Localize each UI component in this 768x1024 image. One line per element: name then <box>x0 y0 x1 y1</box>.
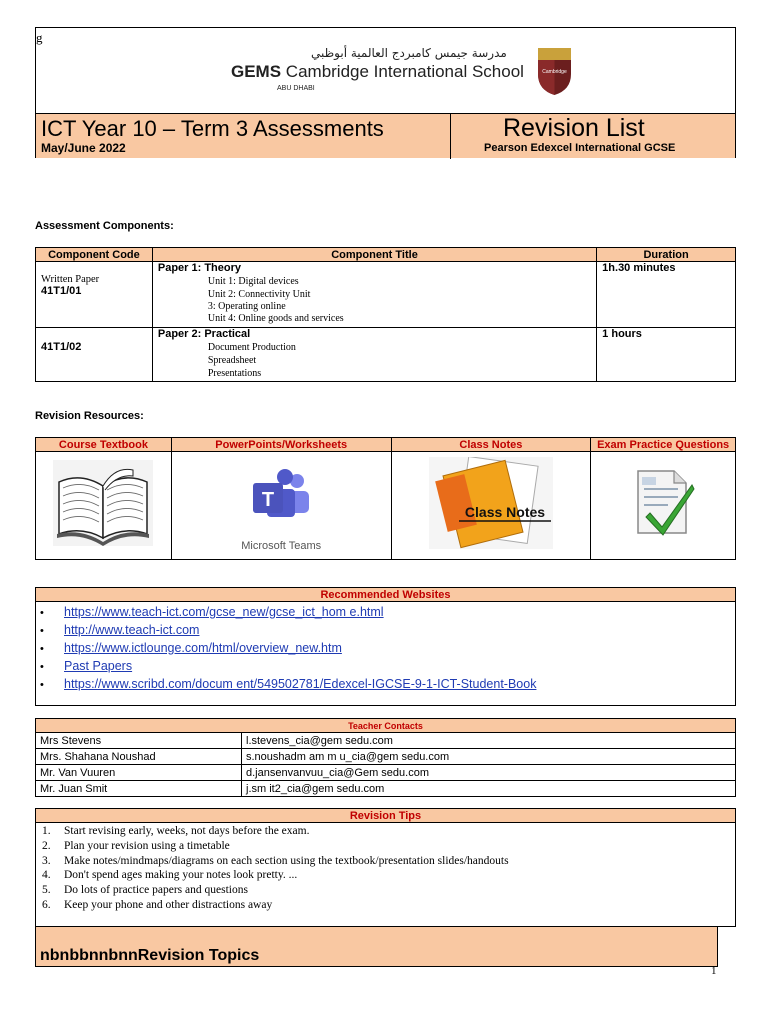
document-check-icon <box>628 467 698 539</box>
header <box>35 27 736 158</box>
resources-heading: Revision Resources: <box>35 410 144 422</box>
teacher-name: Mr. Van Vuuren <box>36 765 242 781</box>
contacts-heading: Teacher Contacts <box>36 719 736 733</box>
websites-panel <box>35 587 736 706</box>
component-title: Paper 1: Theory <box>157 262 242 274</box>
column-header: Exam Practice Questions <box>591 438 736 452</box>
class-notes-cell <box>391 452 591 560</box>
unit-line: 3: Operating online <box>207 301 286 312</box>
school-shield-icon <box>536 46 573 96</box>
title-band <box>36 113 735 158</box>
teacher-email[interactable]: d.jansenvanvuu_cia@Gem sedu.com <box>242 765 736 781</box>
component-duration: 1h.30 minutes <box>597 262 736 328</box>
component-code: 41T1/02 <box>36 328 153 382</box>
list-item: 4. Don't spend ages making your notes look pretty. ... <box>42 869 298 882</box>
microsoft-teams-icon <box>231 459 331 545</box>
column-header: PowerPoints/Worksheets <box>171 438 391 452</box>
websites-list <box>36 602 735 694</box>
unit-line: Spreadsheet <box>207 355 257 366</box>
table-row <box>36 749 736 765</box>
column-header: Course Textbook <box>36 438 172 452</box>
revision-topics-heading: nbnbbnnbnnRevision Topics <box>40 947 260 964</box>
open-book-icon <box>53 460 153 546</box>
list-item: • https://www.scribd.com/docum ent/549502781/Edexcel-IGCSE-9-1-ICT-Student-Book <box>40 677 537 691</box>
list-item: 3. Make notes/mindmaps/diagrams on each section using the textbook/presentation slides/handouts <box>42 854 509 867</box>
page-number: 1 <box>711 965 717 977</box>
exam-practice-cell <box>591 452 736 560</box>
list-item: 2. Plan your revision using a timetable <box>42 839 230 852</box>
powerpoints-cell <box>171 452 391 560</box>
teacher-name: Mrs. Shahana Noushad <box>36 749 242 765</box>
list-item: • http://www.teach-ict.com <box>40 623 200 637</box>
school-name: GEMS Cambridge International School <box>231 62 524 81</box>
component-code-label: Written Paper <box>41 274 100 285</box>
list-item: • https://www.ictlounge.com/html/overview_new.htm <box>40 641 342 655</box>
revision-tips-list <box>36 823 735 913</box>
component-duration: 1 hours <box>597 328 736 382</box>
table-row <box>36 262 736 328</box>
teacher-email[interactable]: j.sm it2_cia@gem sedu.com <box>242 781 736 797</box>
title-divider <box>450 114 451 159</box>
textbook-cell <box>36 452 172 560</box>
svg-text:Class Notes: Class Notes <box>464 504 545 520</box>
svg-text:Cambridge: Cambridge <box>542 69 567 75</box>
past-papers-link[interactable]: Past Papers <box>64 659 133 673</box>
column-header: Class Notes <box>391 438 591 452</box>
table-row <box>36 781 736 797</box>
table-row <box>36 733 736 749</box>
website-link[interactable]: http://www.teach-ict.com <box>64 623 200 637</box>
column-header: Duration <box>597 248 736 262</box>
teacher-name: Mrs Stevens <box>36 733 242 749</box>
websites-heading: Recommended Websites <box>36 588 735 602</box>
exam-date: May/June 2022 <box>41 141 126 155</box>
revision-list-title: Revision List <box>503 114 645 142</box>
list-item: • Past Papers <box>40 659 133 673</box>
revision-tips-heading: Revision Tips <box>36 809 735 823</box>
school-logo <box>231 44 581 114</box>
list-item: 1. Start revising early, weeks, not days before the exam. <box>42 825 310 837</box>
resources-table <box>35 437 736 560</box>
exam-board: Pearson Edexcel International GCSE <box>484 142 676 154</box>
unit-line: Presentations <box>207 368 262 379</box>
components-heading: Assessment Components: <box>35 220 174 232</box>
unit-line: Unit 4: Online goods and services <box>207 313 344 324</box>
list-item: • https://www.teach-ict.com/gcse_new/gcse_ict_hom e.html <box>40 605 384 619</box>
class-notes-icon <box>429 457 553 549</box>
contacts-table <box>35 718 736 797</box>
teacher-email[interactable]: s.noushadm am m u_cia@gem sedu.com <box>242 749 736 765</box>
school-name-arabic: مدرسة جيمس كامبردج العالمية أبوظبي <box>311 46 507 60</box>
table-row <box>36 328 736 382</box>
stray-mark: g <box>36 30 43 45</box>
unit-line: Unit 1: Digital devices <box>207 276 299 287</box>
table-row <box>36 765 736 781</box>
column-header: Component Code <box>36 248 153 262</box>
unit-line: Document Production <box>207 342 296 353</box>
component-title: Paper 2: Practical <box>157 328 251 340</box>
list-item: 6. Keep your phone and other distractions away <box>42 898 273 911</box>
unit-line: Unit 2: Connectivity Unit <box>207 289 311 300</box>
component-code: 41T1/01 <box>41 285 82 297</box>
page-title: ICT Year 10 – Term 3 Assessments <box>41 116 384 141</box>
list-item: 5. Do lots of practice papers and questions <box>42 884 248 897</box>
revision-tips-panel <box>35 808 736 927</box>
teams-label: Microsoft Teams <box>241 540 322 552</box>
teacher-name: Mr. Juan Smit <box>36 781 242 797</box>
website-link[interactable]: https://www.scribd.com/docum ent/549502781/Edexcel-IGCSE-9-1-ICT-Student-Book <box>64 677 537 691</box>
svg-text:T: T <box>262 489 275 511</box>
column-header: Component Title <box>152 248 596 262</box>
revision-topics-band <box>35 926 718 967</box>
teacher-email[interactable]: l.stevens_cia@gem sedu.com <box>242 733 736 749</box>
school-city: ABU DHABI <box>277 85 315 92</box>
website-link[interactable]: https://www.ictlounge.com/html/overview_new.htm <box>64 641 342 655</box>
components-table <box>35 247 736 382</box>
website-link[interactable]: https://www.teach-ict.com/gcse_new/gcse_ict_hom e.html <box>64 605 384 619</box>
